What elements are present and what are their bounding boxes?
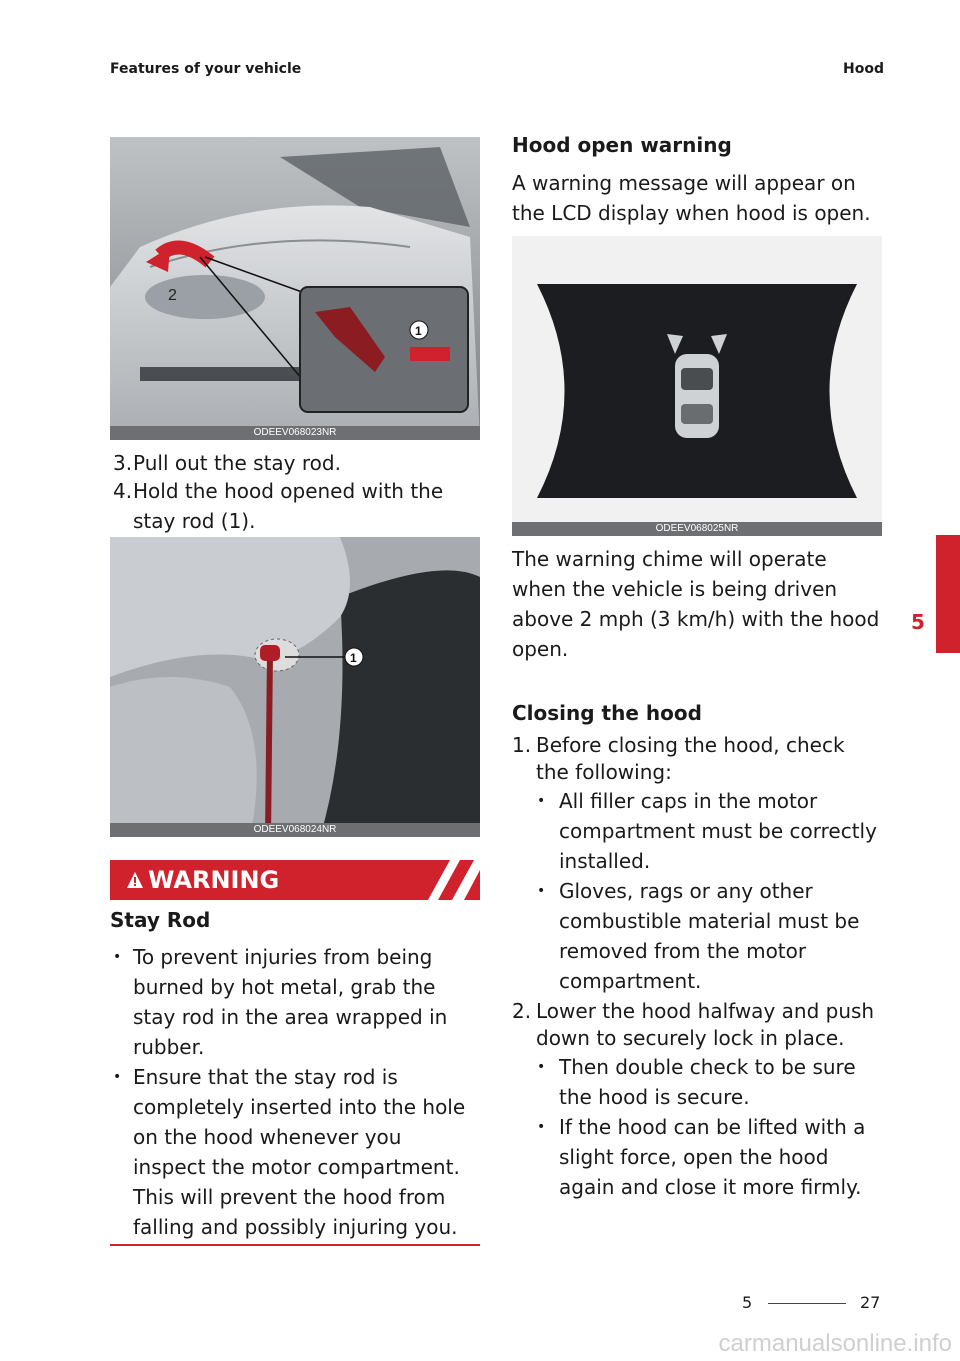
warning-bottom-rule <box>110 1244 480 1246</box>
step-text: Pull out the stay rod. <box>133 451 341 475</box>
closing-step-2-bullet-2 <box>537 1112 877 1202</box>
stay-rod-illustration <box>110 537 480 837</box>
warning-title: WARNING <box>148 866 280 894</box>
callout-1-label: 1 <box>350 651 357 665</box>
car-front-illustration <box>110 137 480 440</box>
lcd-display-illustration <box>512 236 882 536</box>
footer-rule <box>768 1303 846 1304</box>
bullet-dot: • <box>537 793 546 809</box>
running-header-right: Hood <box>843 61 884 77</box>
step-number: 2. <box>512 999 532 1023</box>
figure-stay-rod <box>110 537 480 837</box>
running-header-left: Features of your vehicle <box>110 61 302 77</box>
figure-caption: ODEEV068025NR <box>512 522 882 536</box>
warning-triangle-icon <box>126 871 144 889</box>
warning-bullet-1 <box>113 942 478 1062</box>
bullet-text: If the hood can be lifted with a slight force, open the hood again and close it more firmly. <box>559 1115 866 1199</box>
figure-caption: ODEEV068023NR <box>110 426 480 440</box>
step-text: Lower the hood halfway and push down to securely lock in place. <box>536 999 875 1050</box>
hood-open-warning-text: A warning message will appear on the LCD display when hood is open. <box>512 171 871 225</box>
callout-2-label: 2 <box>168 287 177 304</box>
closing-step-1-bullet-2 <box>537 876 877 996</box>
step-3 <box>113 448 483 478</box>
bullet-dot: • <box>537 1119 546 1135</box>
bullet-dot: • <box>113 949 122 965</box>
bullet-text: Ensure that the stay rod is completely inserted into the hole on the hood whenever you inspect the motor compartment. This will prevent the hood from falling and possibly injuring you. <box>133 1065 466 1239</box>
step-text: Hold the hood opened with the stay rod (1). <box>133 479 444 533</box>
step-4 <box>113 476 458 536</box>
step-number: 3. <box>113 451 133 475</box>
closing-step-1 <box>512 732 880 786</box>
closing-step-2 <box>512 998 880 1052</box>
footer-page-number: 27 <box>860 1293 881 1312</box>
warning-heading: Stay Rod <box>110 908 211 932</box>
closing-step-2-bullet-1 <box>537 1052 877 1112</box>
watermark: carmanualsonline.info <box>718 1330 952 1357</box>
figure-caption: ODEEV068024NR <box>110 823 480 837</box>
closing-step-1-bullet-1 <box>537 786 877 876</box>
warning-bullet-2 <box>113 1062 480 1242</box>
step-number: 1. <box>512 733 532 757</box>
bullet-dot: • <box>537 883 546 899</box>
footer-section-number: 5 <box>742 1293 753 1312</box>
warning-banner <box>110 860 480 900</box>
callout-1-label: 1 <box>415 324 422 338</box>
chapter-tab <box>936 535 960 653</box>
warning-chime-text: The warning chime will operate when the vehicle is being driven above 2 mph (3 km/h) with the hood open. <box>512 547 880 661</box>
bullet-text: To prevent injuries from being burned by hot metal, grab the stay rod in the area wrapped in rubber. <box>133 945 448 1059</box>
hood-open-warning-heading: Hood open warning <box>512 133 732 157</box>
bullet-text: All filler caps in the motor compartment must be correctly installed. <box>559 789 877 873</box>
bullet-dot: • <box>537 1059 546 1075</box>
step-number: 4. <box>113 479 133 503</box>
closing-hood-heading: Closing the hood <box>512 701 702 725</box>
warning-stripes-decoration <box>428 860 480 900</box>
figure-hood-front <box>110 137 480 440</box>
step-text: Before closing the hood, check the following: <box>536 733 845 784</box>
chapter-tab-number: 5 <box>911 610 925 634</box>
bullet-dot: • <box>113 1069 122 1085</box>
figure-lcd-display <box>512 236 882 536</box>
bullet-text: Gloves, rags or any other combustible material must be removed from the motor compartment. <box>559 879 860 993</box>
bullet-text: Then double check to be sure the hood is secure. <box>559 1055 856 1109</box>
